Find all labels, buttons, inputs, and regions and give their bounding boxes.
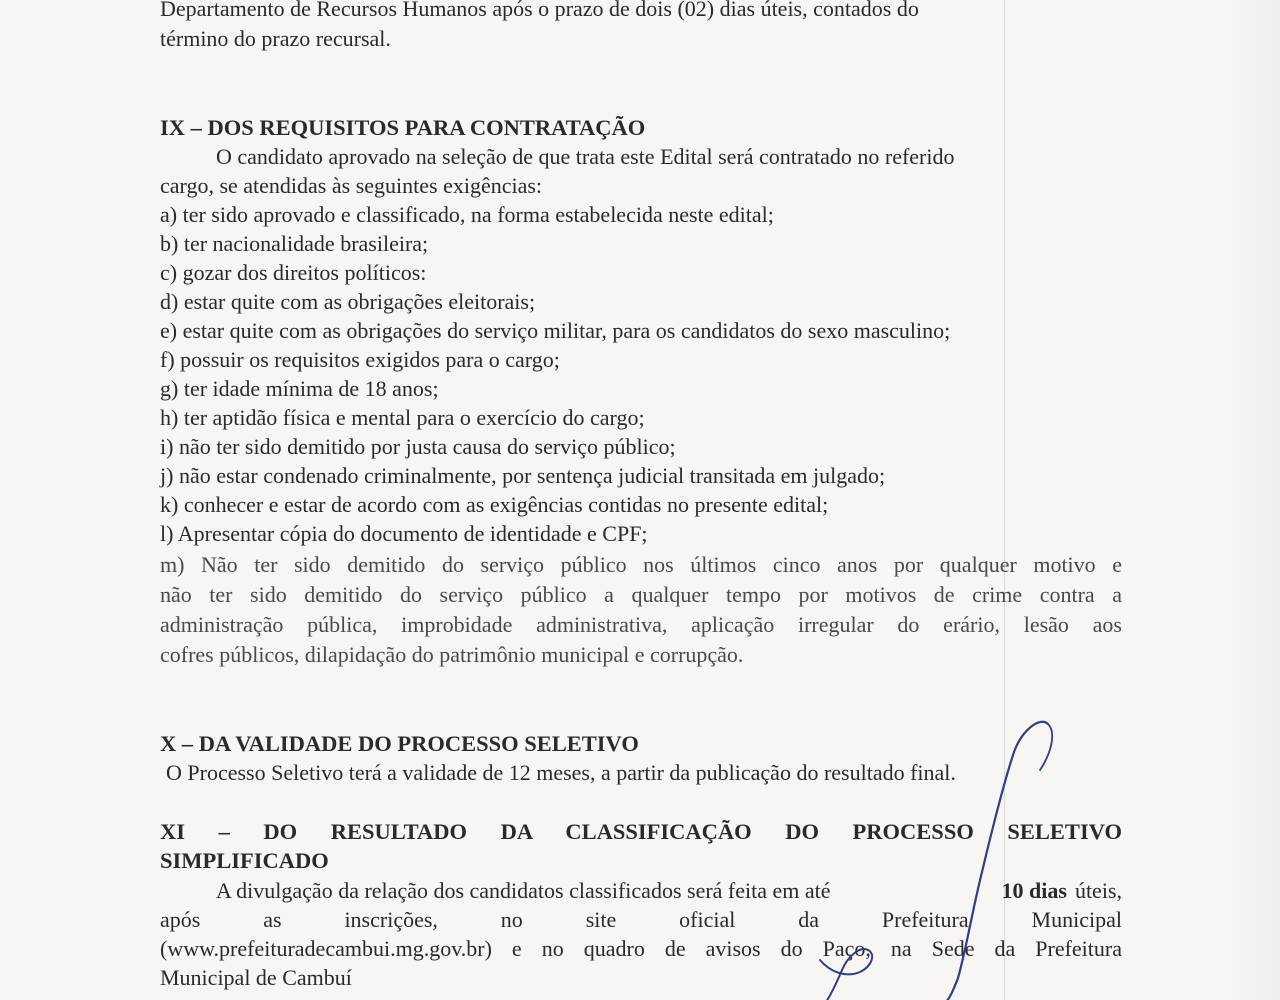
requirement-item-j: j) não estar condenado criminalmente, por sentença judicial transitada em julgado; [160,463,886,488]
requirement-item-f: f) possuir os requisitos exigidos para o cargo; [160,347,560,372]
requirement-item-m-line-3: administração pública, improbidade administrativa, aplicação irregular do erário, lesão aos [160,612,1122,637]
section-xi-para-line-1 [216,876,1122,905]
requirement-item-h: h) ter aptidão física e mental para o exercício do cargo; [160,405,645,430]
word: site [585,907,617,932]
scan-edge-shadow [1220,0,1280,1000]
word: as [263,907,282,932]
word: oficial [679,907,736,932]
word: após [160,907,201,932]
section-xi-deadline: 10 dias [1001,878,1067,903]
word: Prefeitura [881,907,969,932]
section-xi-heading-line-1: XI – DO RESULTADO DA CLASSIFICAÇÃO DO PROCESSO SELETIVO [160,819,1122,844]
section-xi-para-line-4: Municipal de Cambuí [160,965,352,990]
requirement-item-m-line-2: não ter sido demitido do serviço público a qualquer tempo por motivos de crime contra a [160,582,1122,607]
requirement-item-m-line-4: cofres públicos, dilapidação do patrimônio municipal e corrupção. [160,642,744,667]
requirement-item-d: d) estar quite com as obrigações eleitorais; [160,289,536,314]
word: no [500,907,523,932]
section-ix-intro-line-2: cargo, se atendidas às seguintes exigências: [160,173,543,198]
section-ix-heading: IX – DOS REQUISITOS PARA CONTRATAÇÃO [160,115,646,140]
section-xi-para-line-1-text: A divulgação da relação dos candidatos classificados será feita em até [216,878,831,903]
requirement-item-c: c) gozar dos direitos políticos: [160,260,427,285]
word: inscrições, [344,907,438,932]
requirement-item-m-line-1: m) Não ter sido demitido do serviço público nos últimos cinco anos por qualquer motivo e [160,552,1122,577]
requirement-item-l: l) Apresentar cópia do documento de identidade e CPF; [160,521,648,546]
requirement-item-b: b) ter nacionalidade brasileira; [160,231,429,256]
continuation-line-1: Departamento de Recursos Humanos após o prazo de dois (02) dias úteis, contados do [160,0,919,21]
section-x-text: O Processo Seletivo terá a validade de 12 meses, a partir da publicação do resultado final. [166,760,956,785]
section-xi-heading-line-2: SIMPLIFICADO [160,848,329,873]
requirement-item-g: g) ter idade mínima de 18 anos; [160,376,439,401]
word: da [798,907,819,932]
requirement-item-i: i) não ter sido demitido por justa causa do serviço público; [160,434,676,459]
section-xi-para-line-2 [160,905,1122,934]
requirement-item-e: e) estar quite com as obrigações do serviço militar, para os candidatos do sexo masculino; [160,318,951,343]
scan-fold-line [1004,0,1005,1000]
signature-stroke-loop [1040,724,1052,770]
section-x-heading: X – DA VALIDADE DO PROCESSO SELETIVO [160,731,639,756]
requirement-item-k: k) conhecer e estar de acordo com as exigências contidas no presente edital; [160,492,829,517]
section-ix-intro-line-1: O candidato aprovado na seleção de que trata este Edital será contratado no referido [216,144,955,169]
continuation-line-2: término do prazo recursal. [160,26,391,51]
section-xi-para-line-1-end [1002,876,1122,905]
section-xi-para-line-1-tail: úteis, [1074,878,1122,903]
word: Municipal [1031,907,1122,932]
requirement-item-a: a) ter sido aprovado e classificado, na forma estabelecida neste edital; [160,202,774,227]
section-xi-para-line-3: (www.prefeituradecambui.mg.gov.br) e no quadro de avisos do Paço, na Sede da Prefeitura [160,936,1122,961]
